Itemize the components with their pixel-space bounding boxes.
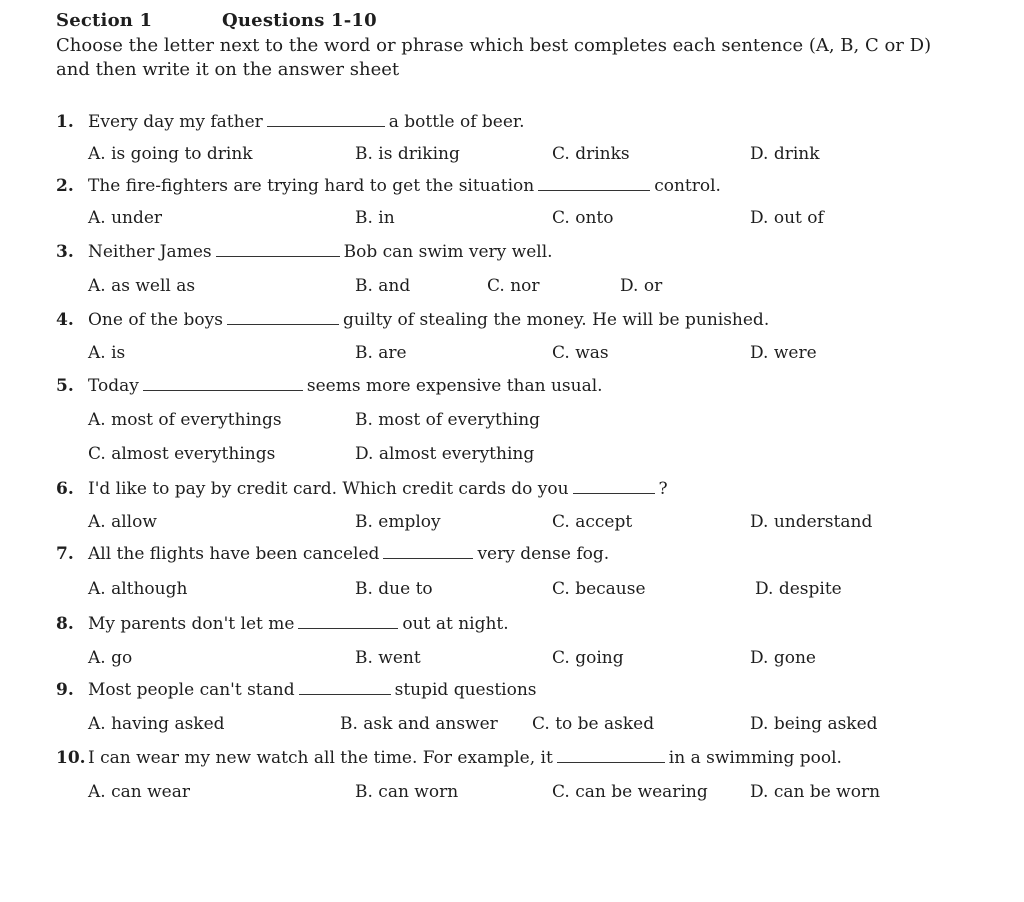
option-b: B. employ	[355, 512, 441, 532]
question-ending: out at night.	[402, 614, 509, 634]
option-d: D. drink	[750, 144, 820, 164]
question-number: 3.	[56, 242, 74, 262]
option-b: B. due to	[355, 579, 433, 599]
option-c: C. nor	[487, 276, 540, 296]
question-stem: All the flights have been canceled	[88, 544, 380, 564]
option-d: D. being asked	[750, 714, 878, 734]
option-b: B. can worn	[355, 782, 459, 802]
question-text	[88, 242, 553, 262]
answer-blank	[298, 614, 398, 629]
question-number: 4.	[56, 310, 74, 330]
question-text	[88, 310, 769, 330]
option-d: D. almost everything	[355, 444, 535, 464]
section-title: Section 1	[56, 10, 153, 31]
option-c: C. accept	[552, 512, 633, 532]
option-c: C. almost everythings	[88, 444, 276, 464]
question-number: 6.	[56, 479, 74, 499]
question-ending: control.	[654, 176, 721, 196]
answer-blank	[299, 680, 391, 695]
question-number: 1.	[56, 112, 74, 132]
question-number: 8.	[56, 614, 74, 634]
question-ending: very dense fog.	[477, 544, 610, 564]
option-a: A. under	[88, 208, 163, 228]
question-text	[88, 479, 668, 499]
option-b: B. ask and answer	[340, 714, 498, 734]
question-text	[88, 680, 537, 700]
option-d: D. gone	[750, 648, 816, 668]
question-number: 2.	[56, 176, 74, 196]
question-text	[88, 112, 525, 132]
option-d: D. out of	[750, 208, 824, 228]
answer-blank	[267, 112, 385, 127]
option-c: C. onto	[552, 208, 614, 228]
answer-blank	[573, 479, 655, 494]
question-stem: I'd like to pay by credit card. Which credit cards do you	[88, 479, 569, 499]
question-ending: in a swimming pool.	[668, 748, 842, 768]
option-b: B. most of everything	[355, 410, 541, 430]
question-text	[88, 376, 603, 396]
answer-blank	[216, 242, 340, 257]
questions-range: Questions 1-10	[222, 10, 377, 31]
option-a: A. is	[88, 343, 126, 363]
question-stem: Every day my father	[88, 112, 263, 132]
option-a: A. go	[88, 648, 133, 668]
question-ending: ?	[658, 479, 668, 499]
option-b: B. went	[355, 648, 421, 668]
option-b: B. are	[355, 343, 407, 363]
question-stem: Most people can't stand	[88, 680, 295, 700]
question-stem: One of the boys	[88, 310, 223, 330]
option-d: D. despite	[755, 579, 842, 599]
question-text	[88, 614, 509, 634]
option-a: A. as well as	[88, 276, 196, 296]
question-ending: Bob can swim very well.	[343, 242, 553, 262]
question-text	[88, 544, 609, 564]
answer-blank	[557, 748, 665, 763]
question-number: 9.	[56, 680, 74, 700]
answer-blank	[538, 176, 650, 191]
option-a: A. although	[88, 579, 188, 599]
option-d: D. were	[750, 343, 817, 363]
question-text	[88, 176, 721, 196]
option-b: B. is driking	[355, 144, 460, 164]
option-c: C. drinks	[552, 144, 630, 164]
question-ending: a bottle of beer.	[388, 112, 525, 132]
instructions: Choose the letter next to the word or phrase which best completes each sentence (A, B, C or D) and then write it on the answer sheet	[56, 35, 932, 80]
question-ending: guilty of stealing the money. He will be punished.	[342, 310, 770, 330]
question-stem: My parents don't let me	[88, 614, 295, 634]
question-stem: Neither James	[88, 242, 212, 262]
question-stem: The fire-fighters are trying hard to get the situation	[88, 176, 535, 196]
question-stem: Today	[88, 376, 139, 396]
option-a: A. is going to drink	[88, 144, 253, 164]
question-ending: seems more expensive than usual.	[306, 376, 603, 396]
question-number: 7.	[56, 544, 74, 564]
option-a: A. having asked	[88, 714, 225, 734]
option-a: A. allow	[88, 512, 157, 532]
answer-blank	[227, 310, 339, 325]
answer-blank	[383, 544, 473, 559]
option-c: C. was	[552, 343, 609, 363]
option-a: A. can wear	[88, 782, 190, 802]
question-number: 10.	[56, 748, 86, 768]
option-d: D. can be worn	[750, 782, 881, 802]
option-a: A. most of everythings	[88, 410, 282, 430]
option-d: D. or	[620, 276, 663, 296]
option-c: C. because	[552, 579, 646, 599]
question-stem: I can wear my new watch all the time. For example, it	[88, 748, 553, 768]
answer-blank	[143, 376, 303, 391]
option-b: B. in	[355, 208, 395, 228]
question-number: 5.	[56, 376, 74, 396]
question-text	[88, 748, 842, 768]
option-c: C. can be wearing	[552, 782, 708, 802]
option-c: C. to be asked	[532, 714, 655, 734]
option-d: D. understand	[750, 512, 873, 532]
question-ending: stupid questions	[394, 680, 537, 700]
option-b: B. and	[355, 276, 411, 296]
option-c: C. going	[552, 648, 624, 668]
